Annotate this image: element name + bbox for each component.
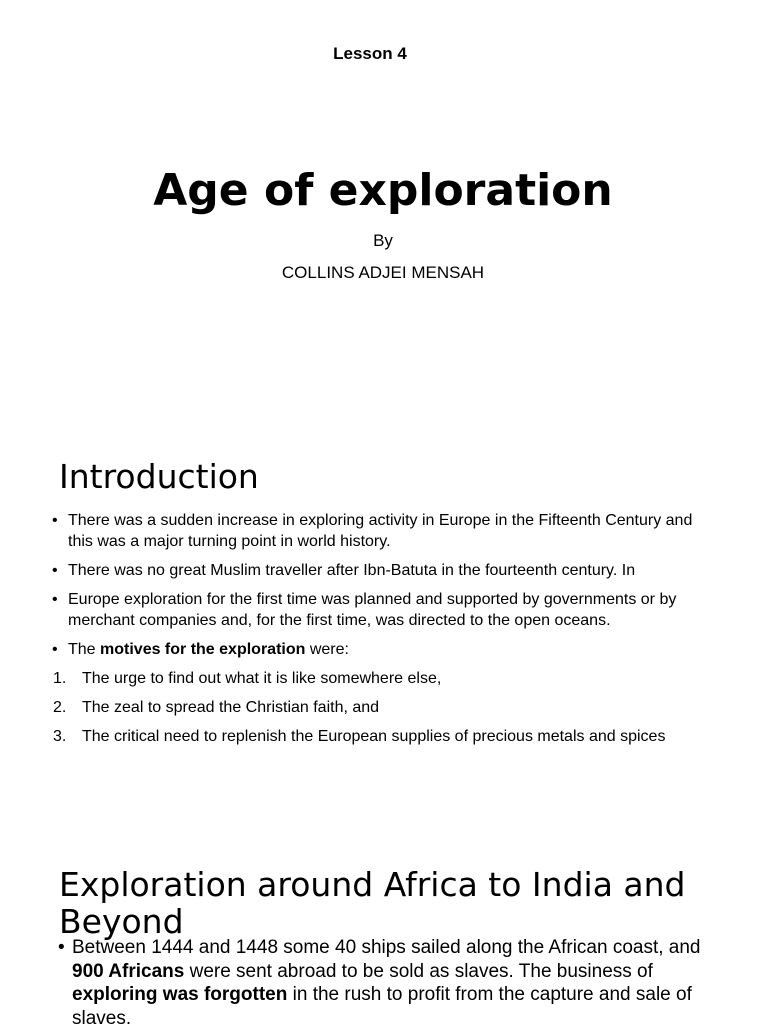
list-item-text: Europe exploration for the first time was planned and supported by governments or by merchant companies and, for the first time, was directed to the open oceans. <box>68 591 677 629</box>
title-slide <box>0 0 768 432</box>
motives-suffix: were: <box>305 641 349 658</box>
list-number: 2. <box>53 699 67 716</box>
numbered-item-text: The zeal to spread the Christian faith, and <box>82 699 380 716</box>
motives-prefix: The <box>68 641 101 658</box>
bullet-icon: • <box>52 641 58 658</box>
list-item-text: There was no great Muslim traveller after Ibn-Batuta in the fourteenth century. In <box>68 562 636 579</box>
numbered-item <box>50 668 710 689</box>
list-item <box>50 589 710 631</box>
numbered-item <box>50 726 710 747</box>
bullet-icon: • <box>52 562 58 579</box>
bullet-icon: • <box>52 591 58 608</box>
list-item <box>50 510 710 552</box>
numbered-item-text: The critical need to replenish the European supplies of precious metals and spices <box>82 728 666 745</box>
list-number: 3. <box>53 728 67 745</box>
bullet-text-part1: Between 1444 and 1448 some 40 ships sailed along the African coast, and <box>72 937 701 958</box>
list-item <box>50 639 710 660</box>
motives-bold: motives for the exploration <box>100 641 306 658</box>
bullet-bold-exploring: exploring was forgotten <box>72 984 288 1005</box>
list-item <box>50 560 710 581</box>
page-title: Age of exploration <box>153 165 613 216</box>
list-number: 1. <box>53 670 67 687</box>
bullet-text-part2: were sent abroad to be sold as slaves. The business of <box>184 960 653 982</box>
lesson-label: Lesson 4 <box>333 44 407 63</box>
slide-heading: Exploration around Africa to India and Beyond <box>59 865 686 941</box>
slide-heading: Introduction <box>59 457 259 496</box>
bullet-icon: • <box>58 937 65 958</box>
bullet-icon: • <box>52 512 58 529</box>
bullet-list <box>50 510 710 755</box>
bullet-list <box>56 936 716 1030</box>
list-item <box>56 936 716 1030</box>
byline-label: By <box>373 231 393 250</box>
list-item-text: There was a sudden increase in exploring activity in Europe in the Fifteenth Century and this was a major turning point in world history. <box>68 512 693 550</box>
bullet-bold-africans: 900 Africans <box>72 960 185 982</box>
numbered-item-text: The urge to find out what it is like somewhere else, <box>82 670 442 687</box>
exploration-slide <box>0 842 768 1029</box>
introduction-slide <box>0 432 768 842</box>
numbered-item <box>50 697 710 718</box>
author-name: COLLINS ADJEI MENSAH <box>281 263 485 282</box>
bullet-text-part3: in the rush to profit from the capture and sale of slaves. <box>72 984 692 1029</box>
